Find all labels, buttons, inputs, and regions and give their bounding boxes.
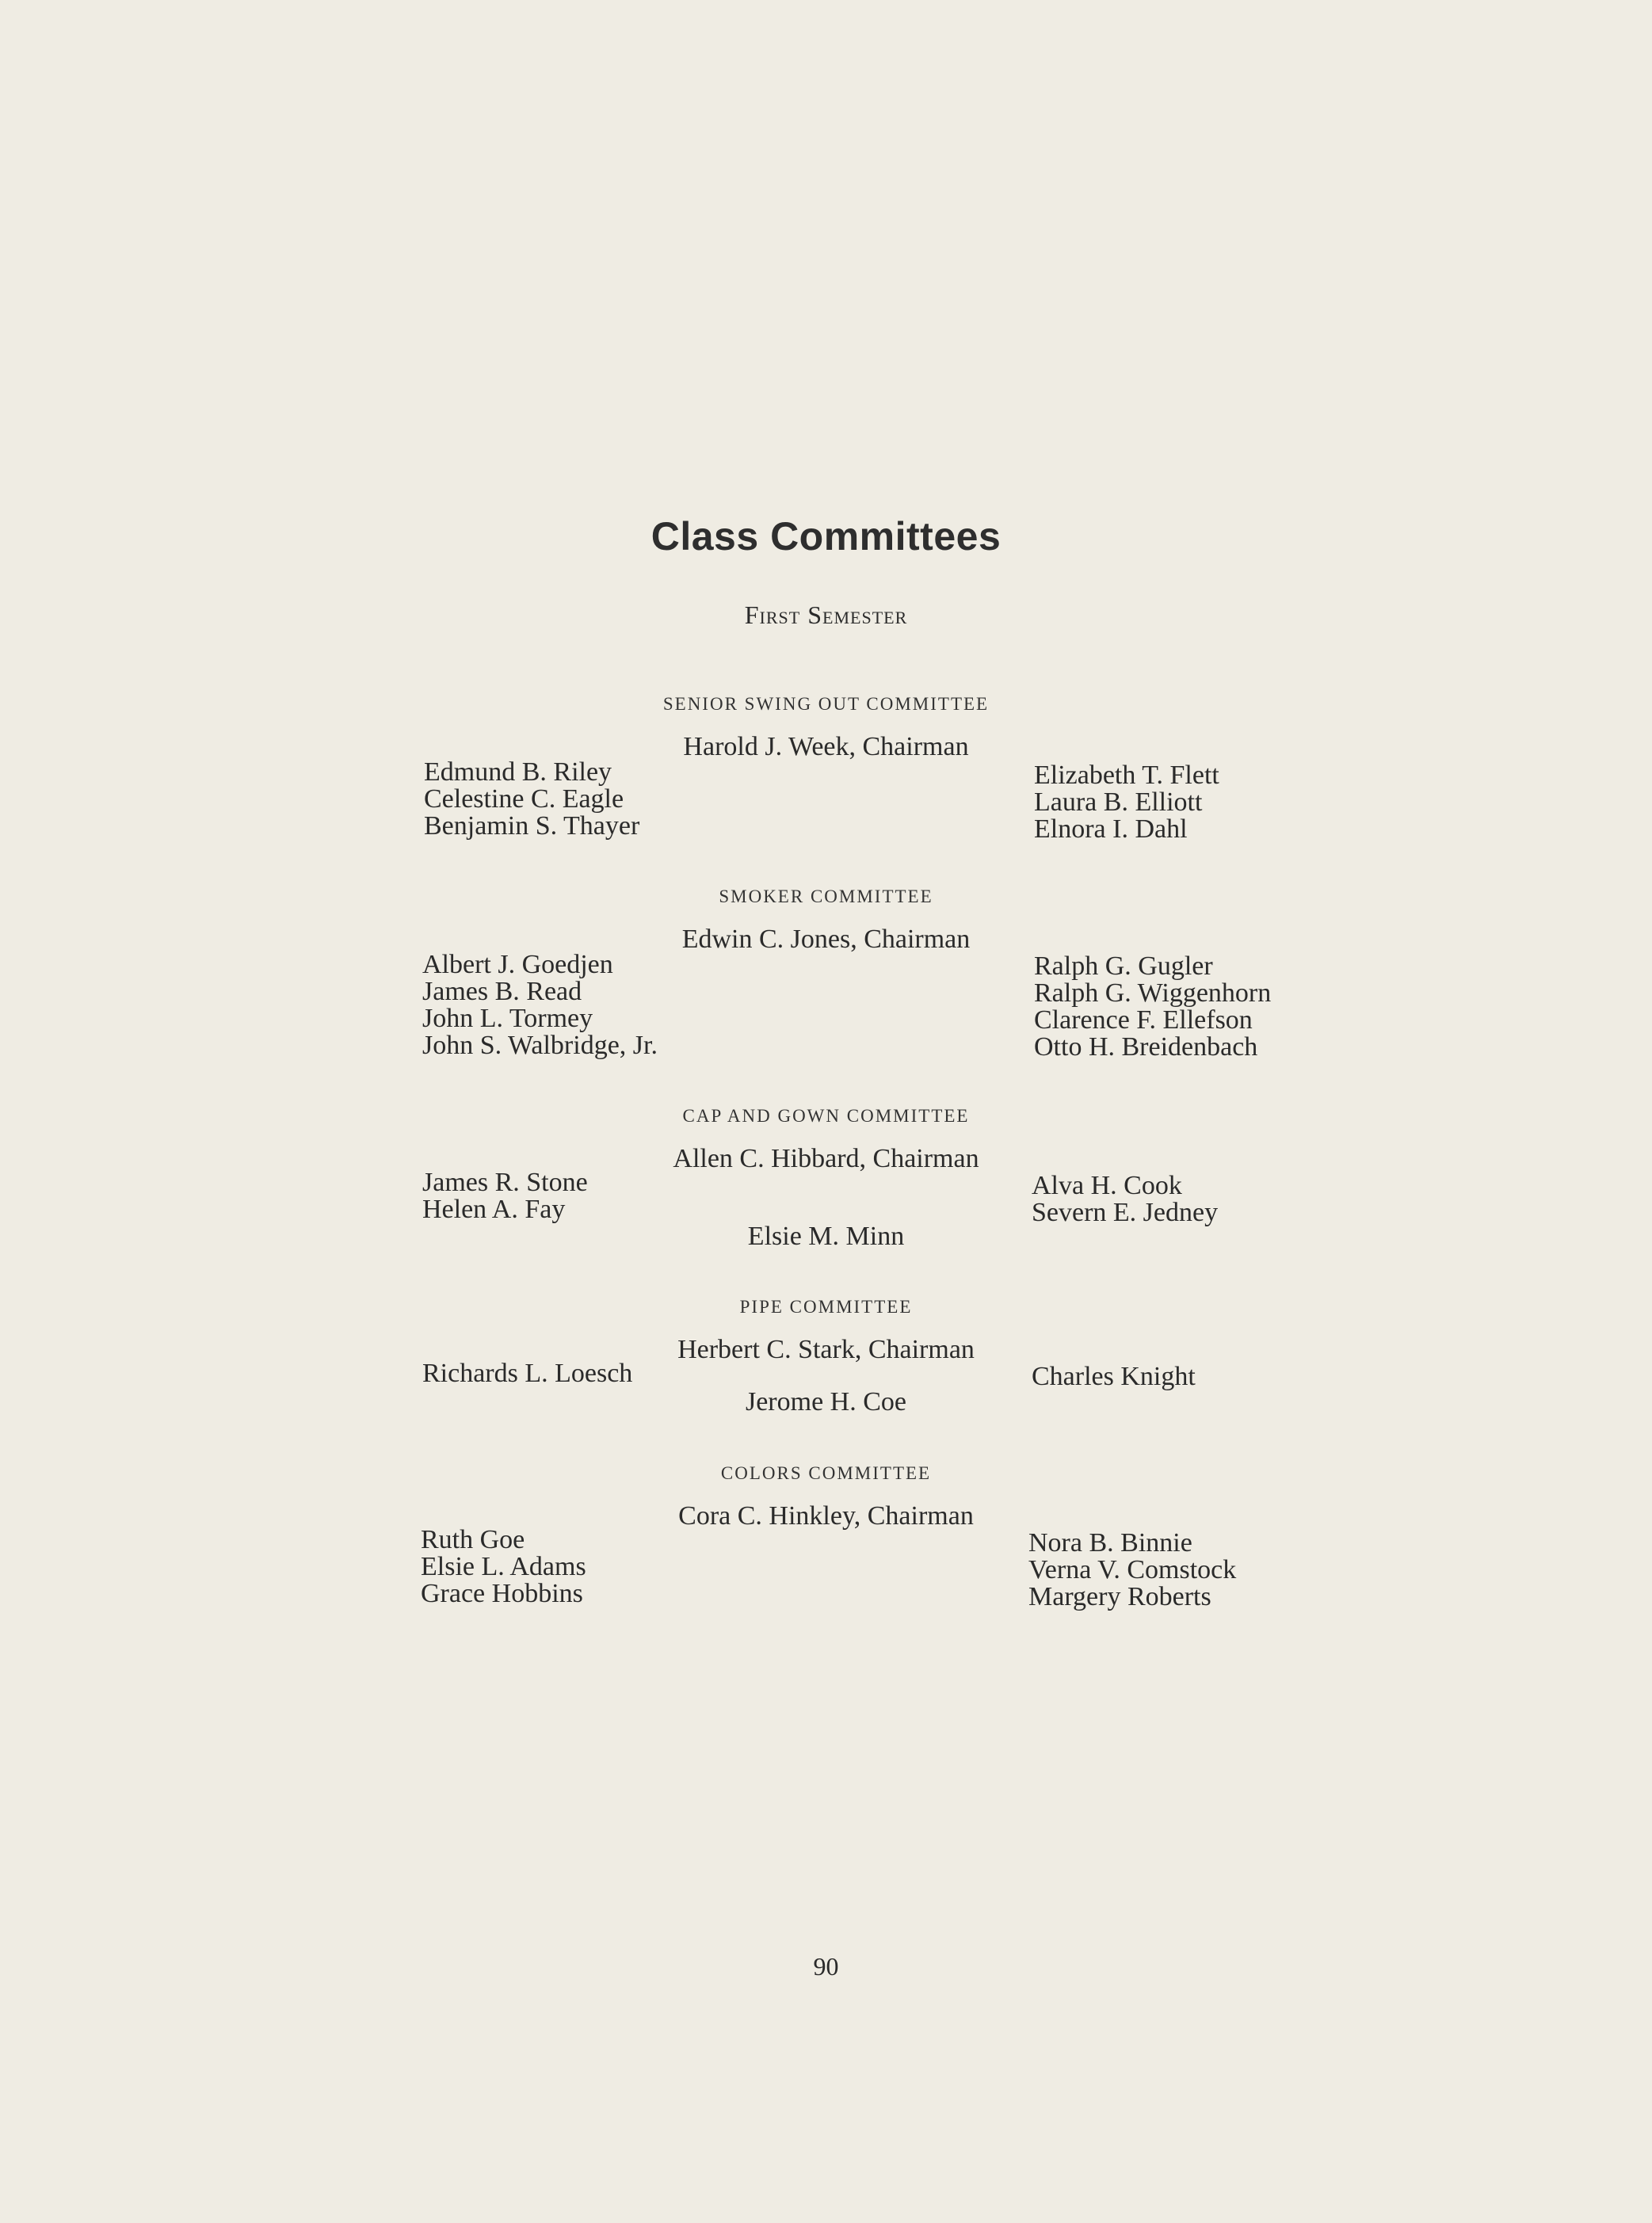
member-name: Albert J. Goedjen bbox=[422, 950, 613, 979]
committee-heading: SMOKER COMMITTEE bbox=[719, 887, 933, 906]
members-left bbox=[421, 1527, 586, 1607]
members-left bbox=[422, 1169, 588, 1223]
committee-chairman: Herbert C. Stark, Chairman bbox=[677, 1335, 975, 1364]
member-name: James B. Read bbox=[422, 977, 582, 1006]
member-name: Otto H. Breidenbach bbox=[1034, 1032, 1258, 1062]
member-name: Charles Knight bbox=[1032, 1362, 1196, 1391]
committee-heading: SENIOR SWING OUT COMMITTEE bbox=[662, 694, 990, 714]
committee-heading: COLORS COMMITTEE bbox=[720, 1463, 932, 1483]
member-name: Elnora I. Dahl bbox=[1034, 814, 1188, 844]
committee-senior-swing-out bbox=[0, 694, 1652, 852]
members-left bbox=[422, 951, 658, 1059]
member-name: Ralph G. Gugler bbox=[1034, 951, 1213, 981]
member-name: Helen A. Fay bbox=[422, 1195, 566, 1224]
member-name: Laura B. Elliott bbox=[1034, 787, 1203, 817]
member-name: Severn E. Jedney bbox=[1032, 1198, 1219, 1227]
member-name: Ralph G. Wiggenhorn bbox=[1034, 978, 1272, 1008]
committee-colors bbox=[0, 1463, 1652, 1622]
members-right bbox=[1032, 1363, 1196, 1390]
member-name: Edmund B. Riley bbox=[424, 757, 612, 787]
members-right bbox=[1032, 1173, 1218, 1226]
member-name: Elsie L. Adams bbox=[421, 1552, 586, 1581]
member-name: Margery Roberts bbox=[1028, 1582, 1211, 1611]
members-left bbox=[422, 1360, 632, 1387]
committee-member-center: Jerome H. Coe bbox=[745, 1387, 906, 1417]
committee-member-center: Elsie M. Minn bbox=[747, 1222, 905, 1251]
page-number: 90 bbox=[813, 1952, 839, 1981]
members-right bbox=[1034, 762, 1219, 843]
member-name: John L. Tormey bbox=[422, 1004, 593, 1033]
page-subtitle: First Semester bbox=[744, 601, 908, 629]
member-name: Grace Hobbins bbox=[421, 1579, 583, 1608]
page-title: Class Committees bbox=[650, 514, 1002, 559]
member-name: James R. Stone bbox=[422, 1168, 588, 1197]
members-right bbox=[1034, 953, 1271, 1061]
committee-pipe bbox=[0, 1297, 1652, 1424]
committee-heading: PIPE COMMITTEE bbox=[739, 1297, 913, 1317]
committee-chairman: Cora C. Hinkley, Chairman bbox=[678, 1501, 974, 1531]
member-name: Ruth Goe bbox=[421, 1525, 525, 1554]
member-name: Alva H. Cook bbox=[1032, 1171, 1182, 1200]
member-name: Elizabeth T. Flett bbox=[1034, 761, 1219, 790]
members-left bbox=[424, 759, 639, 840]
members-right bbox=[1028, 1530, 1236, 1611]
member-name: Benjamin S. Thayer bbox=[424, 811, 640, 841]
committee-heading: CAP AND GOWN COMMITTEE bbox=[682, 1106, 970, 1126]
member-name: Nora B. Binnie bbox=[1028, 1528, 1192, 1558]
member-name: John S. Walbridge, Jr. bbox=[422, 1031, 658, 1060]
committee-smoker bbox=[0, 887, 1652, 1077]
committee-cap-and-gown bbox=[0, 1106, 1652, 1264]
committee-chairman: Allen C. Hibbard, Chairman bbox=[673, 1144, 979, 1173]
member-name: Verna V. Comstock bbox=[1028, 1555, 1237, 1584]
committee-chairman: Edwin C. Jones, Chairman bbox=[681, 925, 971, 954]
member-name: Richards L. Loesch bbox=[422, 1359, 633, 1388]
member-name: Celestine C. Eagle bbox=[424, 784, 624, 814]
committee-chairman: Harold J. Week, Chairman bbox=[683, 732, 969, 761]
member-name: Clarence F. Ellefson bbox=[1034, 1005, 1253, 1035]
